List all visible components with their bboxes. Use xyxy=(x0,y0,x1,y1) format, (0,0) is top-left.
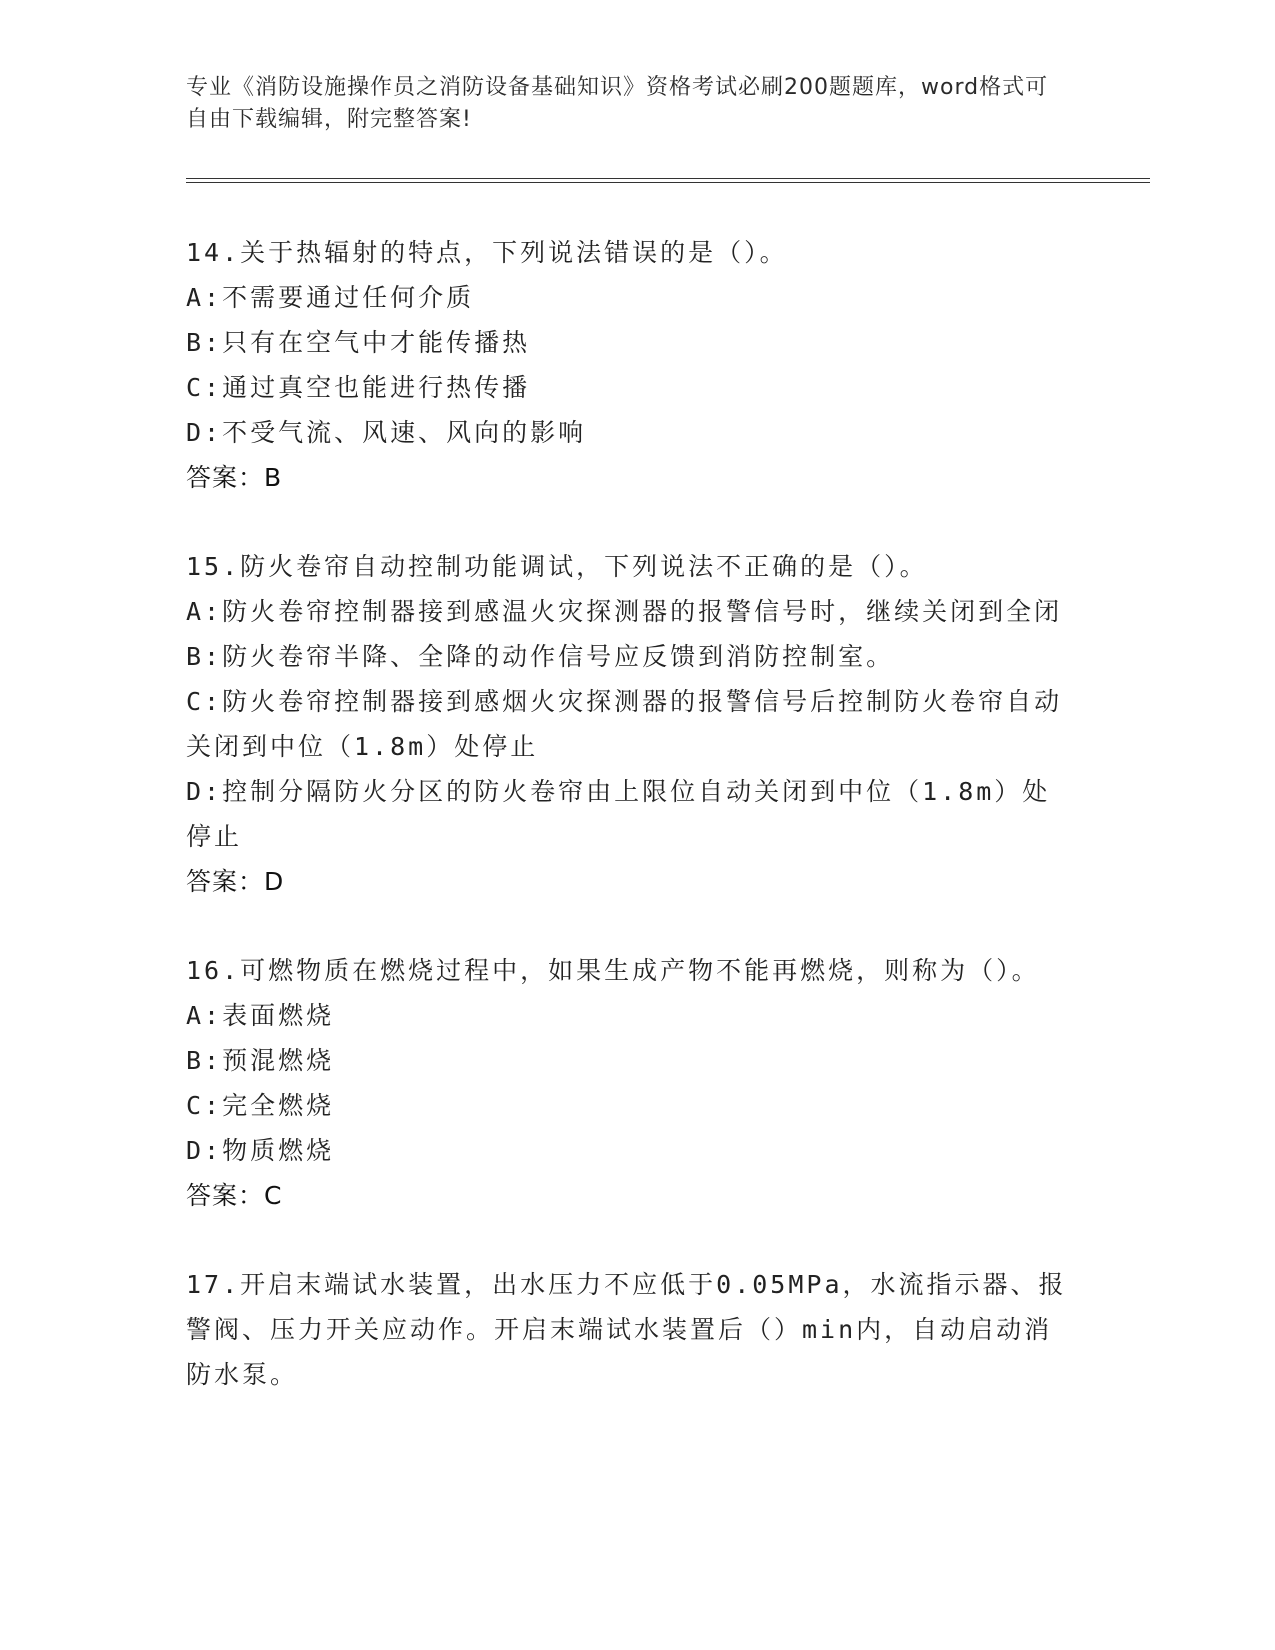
question-16 xyxy=(186,948,1076,1218)
option-a: A:不需要通过任何介质 xyxy=(186,283,475,312)
answer: 答案：D xyxy=(186,867,285,896)
answer: 答案：C xyxy=(186,1181,283,1210)
option-b: B:只有在空气中才能传播热 xyxy=(186,328,531,357)
option-c: C:通过真空也能进行热传播 xyxy=(186,373,531,402)
option-b: B:防火卷帘半降、全降的动作信号应反馈到消防控制室。 xyxy=(186,642,895,671)
answer: 答案：B xyxy=(186,463,283,492)
header-rule-top xyxy=(186,178,1150,179)
option-b: B:预混燃烧 xyxy=(186,1046,335,1075)
option-c: C:防火卷帘控制器接到感烟火灾探测器的报警信号后控制防火卷帘自动关闭到中位（1.8m）处停止 xyxy=(186,687,1063,761)
question-17 xyxy=(186,1262,1076,1397)
question-list xyxy=(186,230,1076,1441)
question-stem: 17.开启末端试水装置，出水压力不应低于0.05MPa，水流指示器、报警阀、压力开关应动作。开启末端试水装置后（）min内，自动启动消防水泵。 xyxy=(186,1270,1067,1389)
document-header: 专业《消防设施操作员之消防设备基础知识》资格考试必刷200题题库，word格式可自由下载编辑，附完整答案! xyxy=(186,75,1049,132)
option-a: A:防火卷帘控制器接到感温火灾探测器的报警信号时，继续关闭到全闭 xyxy=(186,597,1063,626)
option-d: D:物质燃烧 xyxy=(186,1136,335,1165)
option-c: C:完全燃烧 xyxy=(186,1091,335,1120)
header-rule-bottom xyxy=(186,182,1150,183)
question-15 xyxy=(186,544,1076,904)
question-14 xyxy=(186,230,1076,500)
option-a: A:表面燃烧 xyxy=(186,1001,335,1030)
option-d: D:控制分隔防火分区的防火卷帘由上限位自动关闭到中位（1.8m）处停止 xyxy=(186,777,1051,851)
question-stem: 16.可燃物质在燃烧过程中，如果生成产物不能再燃烧，则称为（）。 xyxy=(186,956,1040,985)
option-d: D:不受气流、风速、风向的影响 xyxy=(186,418,587,447)
question-stem: 14.关于热辐射的特点，下列说法错误的是（）。 xyxy=(186,238,788,267)
question-stem: 15.防火卷帘自动控制功能调试，下列说法不正确的是（）。 xyxy=(186,552,928,581)
